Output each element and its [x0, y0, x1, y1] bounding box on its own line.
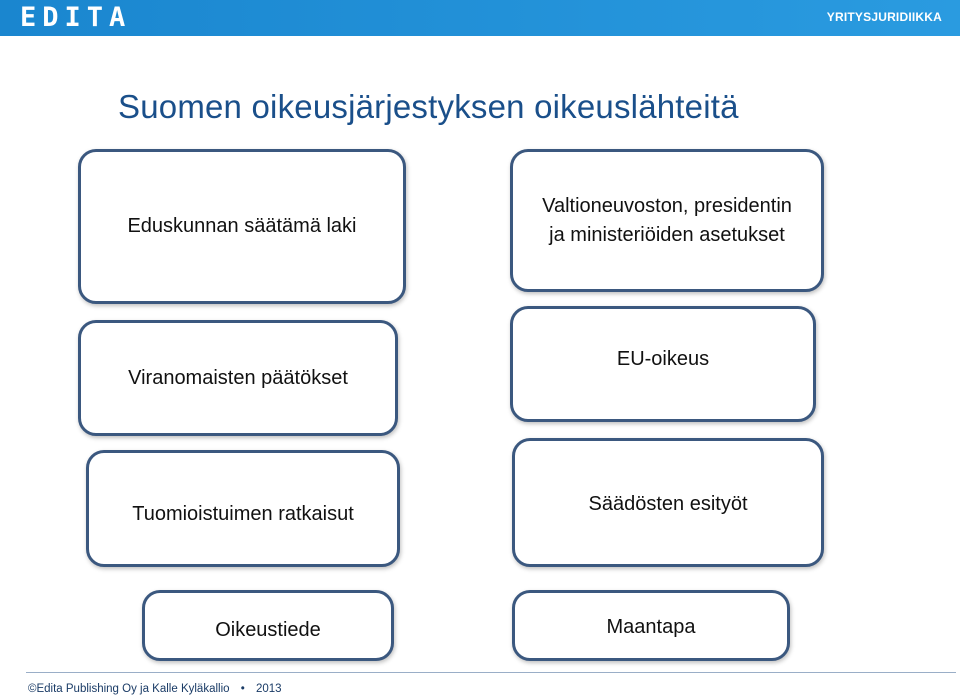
footer-divider [26, 672, 956, 673]
footer [28, 683, 282, 695]
slide-title: Suomen oikeusjärjestyksen oikeuslähteitä [118, 88, 739, 125]
header-bar [0, 0, 960, 36]
box-tuomioistuimen-ratkaisut-label: Tuomioistuimen ratkaisut [132, 503, 354, 525]
box-viranomaisten-paatokset-label: Viranomaisten päätökset [128, 366, 348, 389]
box-eduskunnan-laki-label: Eduskunnan säätämä laki [127, 215, 357, 237]
box-asetukset [510, 149, 824, 292]
box-saadosten-esityot [512, 438, 824, 567]
footer-year: 2013 [255, 683, 282, 695]
box-eu-oikeus-label: EU-oikeus [616, 348, 710, 370]
box-eduskunnan-laki [78, 149, 406, 304]
box-eu-oikeus [510, 306, 816, 422]
box-viranomaisten-paatokset [78, 320, 398, 436]
box-maantapa-label: Maantapa [606, 616, 696, 638]
box-saadosten-esityot-label: Säädösten esityöt [588, 493, 748, 515]
box-oikeustiede-label: Oikeustiede [215, 619, 321, 641]
box-maantapa [512, 590, 790, 661]
box-tuomioistuimen-ratkaisut [86, 450, 400, 567]
header-tagline: YRITYSJURIDIIKKA [826, 10, 942, 24]
box-asetukset-label-line1: Valtioneuvoston, presidentin [542, 194, 792, 217]
box-oikeustiede [142, 590, 394, 661]
edita-logo: EDITA [20, 2, 132, 33]
box-asetukset-label-line2: ja ministeriöiden asetukset [549, 223, 785, 246]
footer-copyright: ©Edita Publishing Oy ja Kalle Kyläkallio [28, 683, 230, 695]
footer-separator: • [240, 683, 245, 695]
